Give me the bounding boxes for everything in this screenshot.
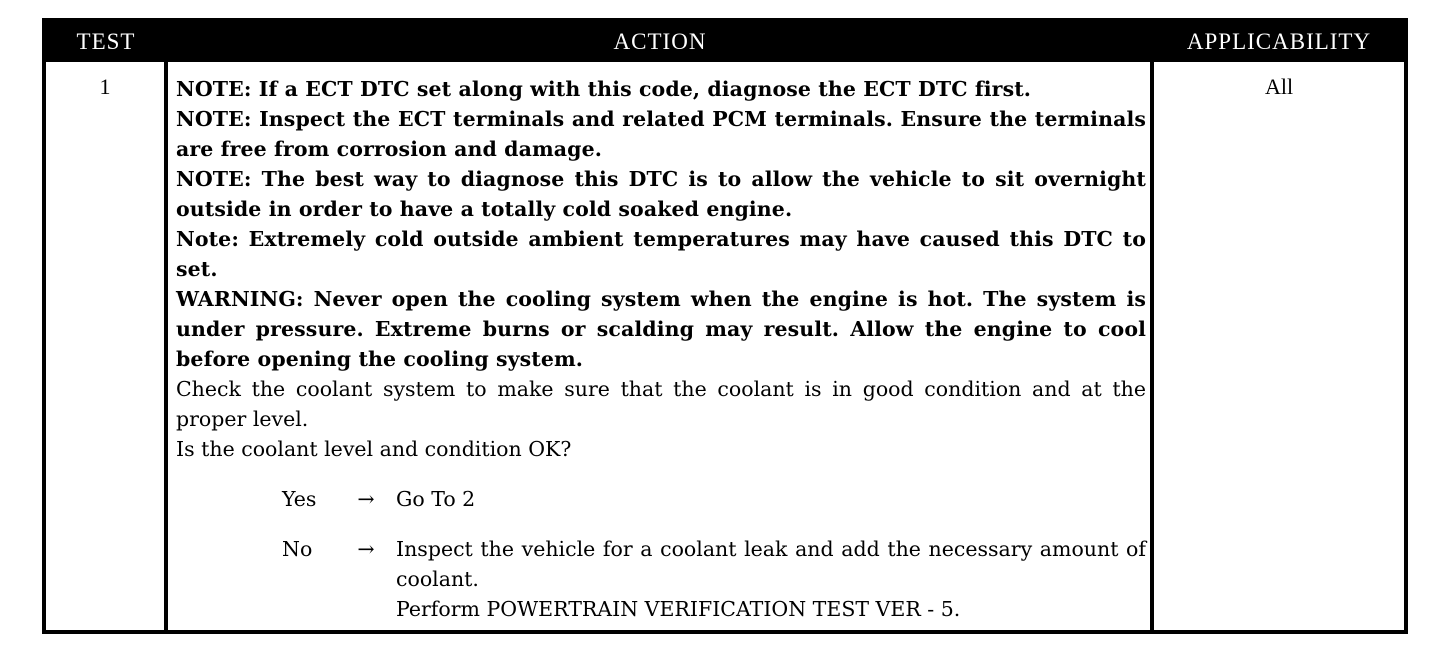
note-inspect-terminals: NOTE: Inspect the ECT terminals and related PCM terminals. Ensure the terminals are free from corrosion and damage. xyxy=(176,107,1146,161)
header-test: TEST xyxy=(76,29,136,54)
applicability-value: All xyxy=(1264,74,1294,99)
no-action xyxy=(396,534,1146,624)
action-cell xyxy=(176,74,1146,464)
column-divider xyxy=(164,62,168,630)
note-ambient-temp: Note: Extremely cold outside ambient temperatures may have caused this DTC to set. xyxy=(176,227,1146,281)
yes-label: Yes xyxy=(282,487,317,511)
note-ect-dtc: NOTE: If a ECT DTC set along with this code, diagnose the ECT DTC first. xyxy=(176,77,1032,101)
header-applicability: APPLICABILITY xyxy=(1186,29,1372,54)
instruction-check-coolant: Check the coolant system to make sure that the coolant is in good condition and at the proper level. xyxy=(176,377,1146,431)
question: Is the coolant level and condition OK? xyxy=(176,437,572,461)
right-arrow-icon: → xyxy=(357,537,375,561)
column-divider xyxy=(1150,62,1154,630)
right-arrow-icon: → xyxy=(357,487,375,511)
no-action-text: Inspect the vehicle for a coolant leak and add the necessary amount of coolant. xyxy=(396,537,1146,591)
yes-action: Go To 2 xyxy=(396,487,476,511)
diagnostic-table xyxy=(42,18,1408,634)
warning-cooling-system: WARNING: Never open the cooling system when the engine is hot. The system is under pressure. Extreme burns or scalding may result. Allow the engine to cool before opening the cooling system. xyxy=(176,287,1146,371)
table-header xyxy=(46,22,1404,62)
no-label: No xyxy=(282,537,313,561)
header-action: ACTION xyxy=(613,29,707,54)
no-action-verification: Perform POWERTRAIN VERIFICATION TEST VER - 5. xyxy=(396,597,961,621)
test-number: 1 xyxy=(99,74,111,99)
note-cold-soak: NOTE: The best way to diagnose this DTC is to allow the vehicle to sit overnight outside in order to have a totally cold soaked engine. xyxy=(176,167,1146,221)
